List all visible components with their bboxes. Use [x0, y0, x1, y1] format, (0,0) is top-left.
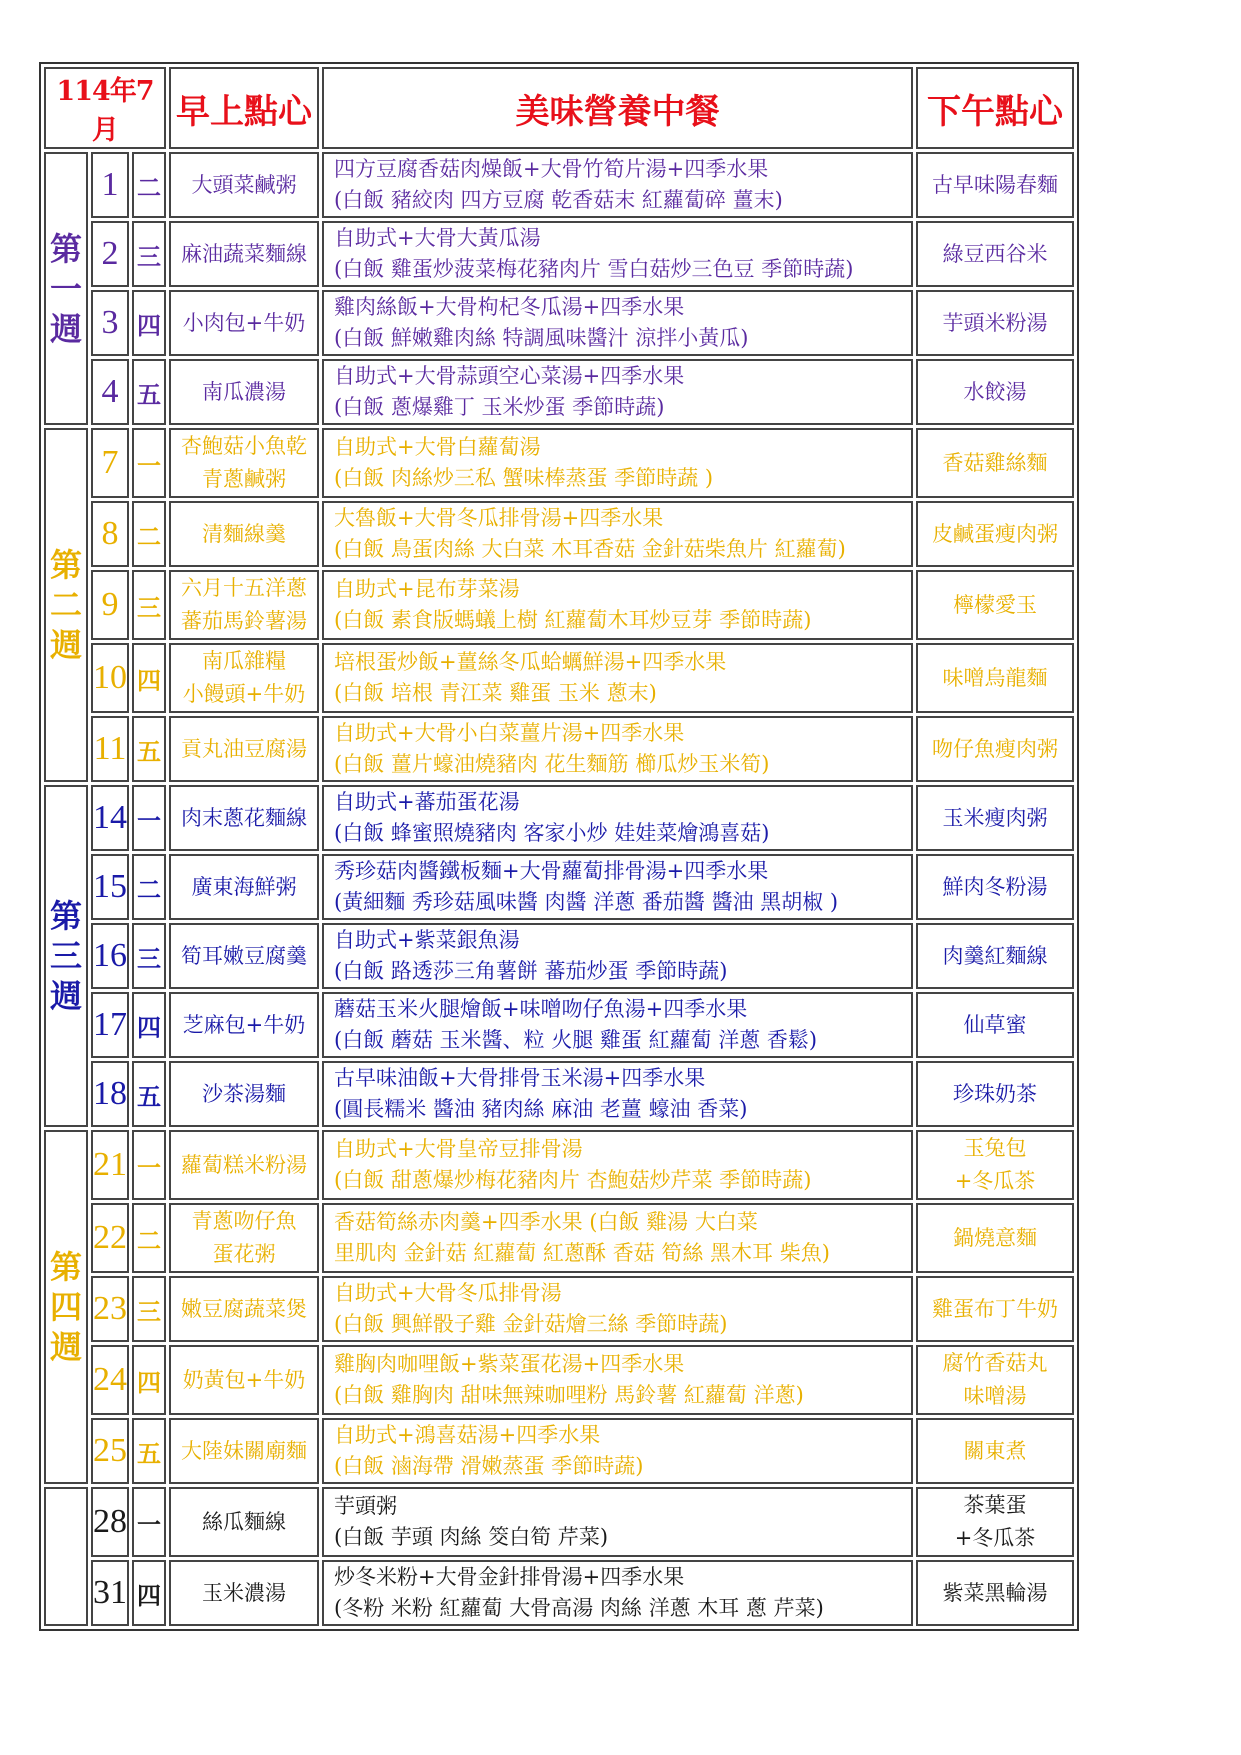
table-row: [44, 290, 1074, 356]
week-char: 四: [49, 1288, 82, 1326]
date-cell: 10: [91, 643, 129, 713]
lunch-cell: [322, 854, 913, 920]
week-char: 二: [49, 586, 82, 624]
text-line: 麻油蔬菜麵線: [181, 241, 307, 266]
weekday-cell: 四: [132, 290, 166, 356]
text-line: (白飯 鮮嫩雞肉絲 特調風味醬汁 涼拌小黃瓜): [334, 326, 749, 350]
lunch-cell: [322, 1345, 913, 1415]
text-line: 嫩豆腐蔬菜煲: [181, 1296, 307, 1321]
date-cell: 21: [91, 1130, 129, 1200]
text-line: 自助式+大骨小白菜薑片湯+四季水果: [334, 721, 685, 745]
text-line: 大頭菜鹹粥: [191, 172, 297, 197]
date-cell: 8: [91, 501, 129, 567]
text-line: (冬粉 米粉 紅蘿蔔 大骨高湯 肉絲 洋蔥 木耳 蔥 芹菜): [334, 1596, 824, 1620]
table-row: [44, 643, 1074, 713]
text-line: 仙草蜜: [963, 1012, 1027, 1037]
text-line: (白飯 培根 青江菜 雞蛋 玉米 蔥末): [334, 681, 657, 705]
text-line: (白飯 豬絞肉 四方豆腐 乾香菇末 紅蘿蔔碎 薑末): [334, 188, 783, 212]
text-line: (白飯 滷海帶 滑嫩蒸蛋 季節時蔬): [334, 1454, 644, 1478]
text-line: 吻仔魚瘦肉粥: [932, 736, 1058, 761]
table-row: [44, 1345, 1074, 1415]
weekday-cell: 二: [132, 152, 166, 218]
morning-snack-cell: [169, 1061, 319, 1127]
lunch-cell: [322, 221, 913, 287]
text-line: 小饅頭+牛奶: [182, 682, 306, 706]
text-line: 玉米濃湯: [202, 1580, 286, 1605]
weekday-cell: 五: [132, 359, 166, 425]
morning-snack-cell: [169, 221, 319, 287]
header-row: [44, 67, 1074, 149]
morning-snack-cell: [169, 854, 319, 920]
text-line: 小肉包+牛奶: [182, 310, 306, 335]
text-line: (白飯 興鮮骰子雞 金針菇燴三絲 季節時蔬): [334, 1312, 728, 1336]
weekday-cell: 二: [132, 1203, 166, 1273]
lunch-cell: [322, 1061, 913, 1127]
lunch-cell: [322, 570, 913, 640]
weekday-cell: 三: [132, 570, 166, 640]
text-line: 青蔥鹹粥: [202, 467, 286, 491]
text-line: 古早味陽春麵: [932, 172, 1058, 197]
date-cell: 3: [91, 290, 129, 356]
table-row: [44, 152, 1074, 218]
text-line: 肉羹紅麵線: [942, 943, 1048, 968]
text-line: (白飯 芋頭 肉絲 筊白筍 芹菜): [334, 1525, 609, 1549]
lunch-cell: [322, 1560, 913, 1626]
morning-snack-cell: [169, 1203, 319, 1273]
morning-snack-cell: [169, 152, 319, 218]
afternoon-snack-cell: [916, 1560, 1074, 1626]
table-row: [44, 1203, 1074, 1273]
text-line: 蘑菇玉米火腿燴飯+味噌吻仔魚湯+四季水果: [334, 997, 748, 1021]
afternoon-snack-cell: [916, 290, 1074, 356]
weekday-cell: 一: [132, 428, 166, 498]
date-cell: 14: [91, 785, 129, 851]
table-row: [44, 359, 1074, 425]
date-cell: 9: [91, 570, 129, 640]
table-row: [44, 992, 1074, 1058]
text-line: 蘿蔔糕米粉湯: [181, 1152, 307, 1177]
week-char: 週: [49, 977, 82, 1015]
lunch-cell: [322, 501, 913, 567]
morning-snack-cell: [169, 570, 319, 640]
afternoon-snack-cell: [916, 570, 1074, 640]
weekday-cell: 五: [132, 716, 166, 782]
text-line: (白飯 鳥蛋肉絲 大白菜 木耳香菇 金針菇柴魚片 紅蘿蔔): [334, 537, 846, 561]
morning-snack-header: 早上點心: [169, 67, 319, 149]
date-cell: 11: [91, 716, 129, 782]
lunch-cell: [322, 923, 913, 989]
table-row: [44, 1130, 1074, 1200]
week-char: 週: [49, 626, 82, 664]
afternoon-snack-cell: [916, 716, 1074, 782]
text-line: 自助式+蕃茄蛋花湯: [334, 790, 520, 814]
table-row: [44, 1487, 1074, 1557]
afternoon-snack-cell: [916, 1487, 1074, 1557]
date-cell: 23: [91, 1276, 129, 1342]
date-cell: 16: [91, 923, 129, 989]
weekday-cell: 一: [132, 785, 166, 851]
text-line: 炒冬米粉+大骨金針排骨湯+四季水果: [334, 1565, 685, 1589]
text-line: 自助式+大骨大黃瓜湯: [334, 226, 541, 250]
weekday-cell: 二: [132, 501, 166, 567]
text-line: (白飯 雞胸肉 甜味無辣咖哩粉 馬鈴薯 紅蘿蔔 洋蔥): [334, 1383, 804, 1407]
lunch-cell: [322, 1276, 913, 1342]
text-line: 芋頭米粉湯: [942, 310, 1048, 335]
afternoon-snack-cell: [916, 854, 1074, 920]
text-line: 自助式+大骨皇帝豆排骨湯: [334, 1137, 583, 1161]
morning-snack-cell: [169, 1130, 319, 1200]
text-line: 廣東海鮮粥: [191, 874, 297, 899]
weekday-cell: 一: [132, 1130, 166, 1200]
date-cell: 15: [91, 854, 129, 920]
text-line: (白飯 素食版螞蟻上樹 紅蘿蔔木耳炒豆芽 季節時蔬): [334, 608, 812, 632]
afternoon-snack-cell: [916, 501, 1074, 567]
date-cell: 4: [91, 359, 129, 425]
text-line: 筍耳嫩豆腐羹: [181, 943, 307, 968]
morning-snack-cell: [169, 643, 319, 713]
lunch-cell: [322, 152, 913, 218]
afternoon-snack-cell: [916, 1203, 1074, 1273]
date-cell: 7: [91, 428, 129, 498]
afternoon-snack-cell: [916, 923, 1074, 989]
text-line: 芋頭粥: [334, 1494, 397, 1518]
date-cell: 31: [91, 1560, 129, 1626]
table-row: [44, 923, 1074, 989]
week-label: [44, 152, 88, 425]
date-cell: 1: [91, 152, 129, 218]
text-line: 味噌湯: [963, 1384, 1027, 1408]
morning-snack-cell: [169, 1276, 319, 1342]
text-line: 鮮肉冬粉湯: [942, 874, 1048, 899]
afternoon-snack-cell: [916, 1061, 1074, 1127]
text-line: (白飯 蜂蜜照燒豬肉 客家小炒 娃娃菜燴鴻喜菇): [334, 821, 770, 845]
morning-snack-cell: [169, 359, 319, 425]
afternoon-snack-cell: [916, 359, 1074, 425]
lunch-cell: [322, 290, 913, 356]
lunch-cell: [322, 785, 913, 851]
afternoon-snack-cell: [916, 152, 1074, 218]
text-line: 雞胸肉咖哩飯+紫菜蛋花湯+四季水果: [334, 1352, 685, 1376]
morning-snack-cell: [169, 992, 319, 1058]
date-cell: 22: [91, 1203, 129, 1273]
lunch-cell: [322, 1130, 913, 1200]
week-char: 週: [49, 1328, 82, 1366]
weekday-cell: 四: [132, 992, 166, 1058]
table-row: [44, 570, 1074, 640]
text-line: 南瓜濃湯: [202, 379, 286, 404]
date-cell: 24: [91, 1345, 129, 1415]
text-line: 雞蛋布丁牛奶: [932, 1296, 1058, 1321]
text-line: 玉兔包: [963, 1136, 1027, 1160]
text-line: (圓長糯米 醬油 豬肉絲 麻油 老薑 蠔油 香菜): [334, 1097, 748, 1121]
text-line: 雞肉絲飯+大骨枸杞冬瓜湯+四季水果: [334, 295, 685, 319]
text-line: 水餃湯: [963, 379, 1027, 404]
table-row: [44, 785, 1074, 851]
text-line: (白飯 肉絲炒三私 蟹味棒蒸蛋 季節時蔬 ): [334, 466, 714, 490]
afternoon-snack-cell: [916, 1418, 1074, 1484]
week-char: 一: [49, 269, 82, 308]
text-line: 紫菜黑輪湯: [942, 1580, 1048, 1605]
table-row: [44, 501, 1074, 567]
text-line: +冬瓜茶: [954, 1169, 1036, 1193]
morning-snack-cell: [169, 923, 319, 989]
lunch-header: 美味營養中餐: [322, 67, 913, 149]
date-cell: 17: [91, 992, 129, 1058]
text-line: 清麵線羹: [202, 521, 286, 546]
text-line: (白飯 雞蛋炒菠菜梅花豬肉片 雪白菇炒三色豆 季節時蔬): [334, 257, 854, 281]
week-label: [44, 428, 88, 782]
date-cell: 25: [91, 1418, 129, 1484]
week-char: 三: [49, 937, 82, 975]
text-line: 蕃茄馬鈴薯湯: [181, 609, 307, 633]
morning-snack-cell: [169, 1487, 319, 1557]
text-line: (白飯 甜蔥爆炒梅花豬肉片 杏鮑菇炒芹菜 季節時蔬): [334, 1168, 812, 1192]
text-line: 自助式+紫菜銀魚湯: [334, 928, 520, 952]
lunch-cell: [322, 992, 913, 1058]
text-line: 沙茶湯麵: [202, 1081, 286, 1106]
text-line: 里肌肉 金針菇 紅蘿蔔 紅蔥酥 香菇 筍絲 黑木耳 柴魚): [334, 1241, 830, 1265]
weekday-cell: 二: [132, 854, 166, 920]
table-row: [44, 1276, 1074, 1342]
text-line: 古早味油飯+大骨排骨玉米湯+四季水果: [334, 1066, 706, 1090]
text-line: 味噌烏龍麵: [942, 665, 1048, 690]
text-line: 玉米瘦肉粥: [942, 805, 1048, 830]
text-line: 芝麻包+牛奶: [182, 1012, 306, 1037]
weekday-cell: 三: [132, 923, 166, 989]
text-line: 絲瓜麵線: [202, 1509, 286, 1534]
week-char: 第: [49, 897, 82, 935]
text-line: 肉末蔥花麵線: [181, 805, 307, 830]
morning-snack-cell: [169, 716, 319, 782]
text-line: (白飯 蔥爆雞丁 玉米炒蛋 季節時蔬): [334, 395, 665, 419]
lunch-cell: [322, 643, 913, 713]
week-char: 第: [49, 1248, 82, 1286]
text-line: (黃細麵 秀珍菇風味醬 肉醬 洋蔥 番茄醬 醬油 黑胡椒 ): [334, 890, 839, 914]
text-line: 自助式+大骨冬瓜排骨湯: [334, 1281, 562, 1305]
text-line: 茶葉蛋: [963, 1493, 1027, 1517]
text-line: 自助式+鴻喜菇湯+四季水果: [334, 1423, 601, 1447]
lunch-cell: [322, 1203, 913, 1273]
table-row: [44, 428, 1074, 498]
text-line: 檸檬愛玉: [953, 592, 1037, 617]
text-line: 綠豆西谷米: [942, 241, 1048, 266]
table-row: [44, 854, 1074, 920]
morning-snack-cell: [169, 1560, 319, 1626]
week-char: 週: [49, 309, 82, 348]
afternoon-snack-cell: [916, 643, 1074, 713]
morning-snack-cell: [169, 1418, 319, 1484]
text-line: 香菇雞絲麵: [942, 450, 1048, 475]
lunch-cell: [322, 359, 913, 425]
morning-snack-cell: [169, 428, 319, 498]
text-line: 杏鮑菇小魚乾: [181, 434, 307, 458]
month-title: 114年7月: [44, 67, 166, 149]
morning-snack-cell: [169, 785, 319, 851]
monthly-menu-table: [39, 62, 1079, 1631]
table-row: [44, 1418, 1074, 1484]
afternoon-snack-cell: [916, 428, 1074, 498]
morning-snack-cell: [169, 501, 319, 567]
afternoon-snack-cell: [916, 1345, 1074, 1415]
weekday-cell: 四: [132, 1345, 166, 1415]
weekday-cell: 三: [132, 1276, 166, 1342]
text-line: 四方豆腐香菇肉燥飯+大骨竹筍片湯+四季水果: [334, 157, 769, 181]
lunch-cell: [322, 716, 913, 782]
text-line: (白飯 蘑菇 玉米醬、粒 火腿 雞蛋 紅蘿蔔 洋蔥 香鬆): [334, 1028, 818, 1052]
date-cell: 2: [91, 221, 129, 287]
text-line: 蛋花粥: [212, 1242, 276, 1266]
text-line: 關東煮: [963, 1438, 1027, 1463]
text-line: 貢丸油豆腐湯: [181, 736, 307, 761]
weekday-cell: 五: [132, 1418, 166, 1484]
text-line: 大魯飯+大骨冬瓜排骨湯+四季水果: [334, 506, 664, 530]
table-row: [44, 1560, 1074, 1626]
weekday-cell: 五: [132, 1061, 166, 1127]
weekday-cell: 三: [132, 221, 166, 287]
date-cell: 28: [91, 1487, 129, 1557]
afternoon-snack-cell: [916, 1130, 1074, 1200]
week-char: 第: [49, 229, 82, 268]
text-line: 自助式+大骨白蘿蔔湯: [334, 435, 541, 459]
lunch-cell: [322, 1418, 913, 1484]
lunch-cell: [322, 428, 913, 498]
table-row: [44, 221, 1074, 287]
morning-snack-cell: [169, 290, 319, 356]
text-line: 自助式+大骨蒜頭空心菜湯+四季水果: [334, 364, 685, 388]
week-label: [44, 1130, 88, 1484]
text-line: 青蔥吻仔魚: [191, 1209, 297, 1233]
text-line: 秀珍菇肉醬鐵板麵+大骨蘿蔔排骨湯+四季水果: [334, 859, 769, 883]
text-line: 腐竹香菇丸: [942, 1351, 1048, 1375]
morning-snack-cell: [169, 1345, 319, 1415]
weekday-cell: 一: [132, 1487, 166, 1557]
text-line: 六月十五洋蔥: [181, 576, 307, 600]
weekday-cell: 四: [132, 643, 166, 713]
date-cell: 18: [91, 1061, 129, 1127]
text-line: (白飯 路透莎三角薯餅 蕃茄炒蛋 季節時蔬): [334, 959, 728, 983]
table-row: [44, 1061, 1074, 1127]
text-line: 自助式+昆布芽菜湯: [334, 577, 520, 601]
week-char: 第: [49, 546, 82, 584]
text-line: 南瓜雜糧: [202, 649, 286, 673]
text-line: 大陸妹關廟麵: [181, 1438, 307, 1463]
afternoon-snack-cell: [916, 992, 1074, 1058]
text-line: 皮鹹蛋瘦肉粥: [932, 521, 1058, 546]
text-line: 珍珠奶茶: [953, 1081, 1037, 1106]
afternoon-snack-cell: [916, 221, 1074, 287]
text-line: 香菇筍絲赤肉羹+四季水果 (白飯 雞湯 大白菜: [334, 1210, 758, 1234]
text-line: 培根蛋炒飯+薑絲冬瓜蛤蠣鮮湯+四季水果: [334, 650, 727, 674]
text-line: 奶黃包+牛奶: [182, 1367, 306, 1392]
afternoon-snack-cell: [916, 785, 1074, 851]
weekday-cell: 四: [132, 1560, 166, 1626]
afternoon-snack-header: 下午點心: [916, 67, 1074, 149]
week-label: [44, 1487, 88, 1626]
afternoon-snack-cell: [916, 1276, 1074, 1342]
lunch-cell: [322, 1487, 913, 1557]
week-label: [44, 785, 88, 1127]
text-line: (白飯 薑片蠔油燒豬肉 花生麵筋 櫛瓜炒玉米筍): [334, 752, 770, 776]
text-line: +冬瓜茶: [954, 1526, 1036, 1550]
text-line: 鍋燒意麵: [953, 1225, 1037, 1250]
table-row: [44, 716, 1074, 782]
